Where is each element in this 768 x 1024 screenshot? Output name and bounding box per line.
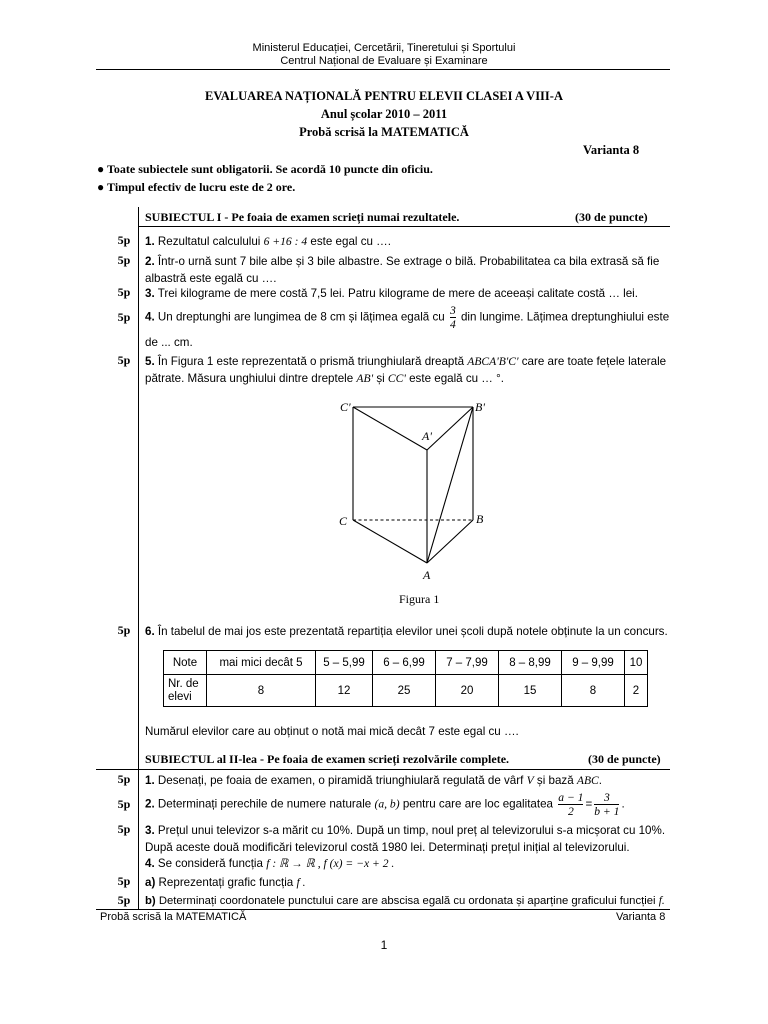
section1-points: (30 de puncte)	[575, 210, 648, 224]
section1-heading: SUBIECTUL I - Pe foaia de examen scrieți numai rezultatele.	[145, 210, 460, 224]
table-header-elevi: Nr. de elevi	[164, 675, 207, 707]
table-cell: mai mici decât 5	[207, 651, 316, 675]
footer-variant: Varianta 8	[616, 911, 666, 923]
s2-question-3: 3. Prețul unui televizor s-a mărit cu 10%. După un timp, noul preț al televizorului s-a micșorat cu 10%. După aceste două modificări televizorul costă 1980 lei. Determinați prețul inițial al televizorului.	[145, 824, 666, 854]
table-cell: 8	[562, 675, 625, 707]
edge-c-a	[353, 520, 427, 563]
table-cell: 20	[436, 675, 499, 707]
table-cell: 8 – 8,99	[499, 651, 562, 675]
fraction-3-4: $\frac{3}{4}$	[449, 304, 456, 331]
label-c: C	[339, 514, 348, 528]
table-row-counts	[164, 675, 648, 707]
center-name: Centrul Național de Evaluare și Examinare	[280, 55, 488, 67]
s2-question-4a: a) Reprezentați grafic funcția f .	[145, 876, 306, 889]
points-s2q4a: 5p	[117, 874, 131, 888]
s2-question-4: 4. Se consideră funcția f : ℝ → ℝ , f (x) = −x + 2 .	[145, 857, 395, 870]
grades-table	[163, 650, 648, 707]
table-cell: 12	[316, 675, 373, 707]
question-1: 1. Rezultatul calculului 6 +16 : 4 este egal cu ….	[145, 235, 391, 248]
points-q1: 5p	[117, 233, 131, 247]
edge-c1-a1	[353, 407, 427, 450]
table-cell: 8	[207, 675, 316, 707]
diagonal-a-b1	[427, 407, 473, 563]
figure-caption: Figura 1	[399, 592, 440, 606]
fraction-3-over-b-plus-1: $\frac{3}{b + 1}$	[594, 791, 620, 818]
rule-2: ● Timpul efectiv de lucru este de 2 ore.	[97, 180, 296, 194]
rule-1: ● Toate subiectele sunt obligatorii. Se acordă 10 puncte din oficiu.	[97, 162, 433, 176]
label-c-prime: C'	[340, 400, 351, 414]
points-q4: 5p	[117, 310, 131, 324]
points-q2: 5p	[117, 253, 131, 267]
table-cell: 6 – 6,99	[373, 651, 436, 675]
table-cell: 9 – 9,99	[562, 651, 625, 675]
variant-label: Varianta 8	[583, 143, 640, 157]
question-6-followup: Numărul elevilor care au obținut o notă mai mică decât 7 este egal cu ….	[145, 725, 519, 738]
table-cell: 25	[373, 675, 436, 707]
s2-question-1: 1. Desenați, pe foaia de examen, o piramidă triunghiulară regulată de vârf V și bază ABC.	[145, 774, 603, 787]
footer-left: Probă scrisă la MATEMATICĂ	[100, 911, 247, 923]
table-cell: 5 – 5,99	[316, 651, 373, 675]
points-s2q1: 5p	[117, 772, 131, 786]
table-header-note: Note	[164, 651, 207, 675]
label-b-prime: B'	[475, 400, 485, 414]
question-4: 4. Un dreptunghi are lungimea de 8 cm și lățimea egală cu $\frac{3}{4}$ din lungime. Lățimea dreptunghiului este	[145, 304, 670, 331]
points-q5: 5p	[117, 353, 131, 367]
table-row-grades	[164, 651, 648, 675]
section1-rule	[138, 226, 670, 227]
section2-heading: SUBIECTUL al II-lea - Pe foaia de examen scrieți rezolvările complete.	[145, 752, 510, 766]
section2-points: (30 de puncte)	[588, 752, 661, 766]
points-s2q3: 5p	[117, 822, 131, 836]
prism-figure	[330, 395, 510, 590]
question-6: 6. În tabelul de mai jos este prezentată repartiția elevilor unei școli după notele obținute la un concurs.	[145, 625, 668, 638]
table-cell: 15	[499, 675, 562, 707]
s2-question-2: 2. Determinați perechile de numere naturale (a, b) pentru care are loc egalitatea $\frac{a - 1}{2}$ = $\frac{3}{b + 1}$ .	[145, 791, 625, 818]
section2-rule	[96, 769, 670, 770]
points-s2q2: 5p	[117, 797, 131, 811]
label-a-prime: A'	[422, 429, 432, 443]
header-rule	[96, 69, 670, 70]
points-column-divider	[138, 207, 139, 909]
exam-title: EVALUAREA NAȚIONALĂ PENTRU ELEVII CLASEI A VIII-A	[205, 89, 563, 103]
table-cell: 10	[625, 651, 648, 675]
question-2: 2. Într-o urnă sunt 7 bile albe și 3 bile albastre. Se extrage o bilă. Probabilitatea ca bila extrasă să fie albastră este egală cu ….	[145, 255, 660, 285]
s2-question-4b: b) Determinați coordonatele punctului care are abscisa egală cu ordonata și aparține graficului funcției f.	[145, 895, 665, 907]
school-year: Anul școlar 2010 – 2011	[320, 107, 448, 121]
table-cell: 7 – 7,99	[436, 651, 499, 675]
table-cell: 2	[625, 675, 648, 707]
label-b: B	[476, 512, 484, 526]
question-5: 5. În Figura 1 este reprezentată o prismă triunghiulară dreaptă ABCA'B'C' care are toate fețele laterale pătrate. Măsura unghiului dintre dreptele AB' și CC' este egală cu … °.	[145, 355, 667, 385]
ministry-name: Ministerul Educației, Cercetării, Tineretului și Sportului	[252, 42, 516, 54]
label-a: A	[423, 568, 431, 582]
points-q6: 5p	[117, 623, 131, 637]
points-s2q4b: 5p	[117, 893, 131, 907]
exam-subject: Probă scrisă la MATEMATICĂ	[299, 125, 469, 139]
points-q3: 5p	[117, 285, 131, 299]
question-4-line2: de ... cm.	[145, 336, 193, 349]
question-3: 3. Trei kilograme de mere costă 7,5 lei. Patru kilograme de mere de aceeași calitate costă … lei.	[145, 287, 638, 300]
fraction-a-minus-1-over-2: $\frac{a - 1}{2}$	[558, 791, 584, 818]
page-number: 1	[380, 938, 388, 952]
